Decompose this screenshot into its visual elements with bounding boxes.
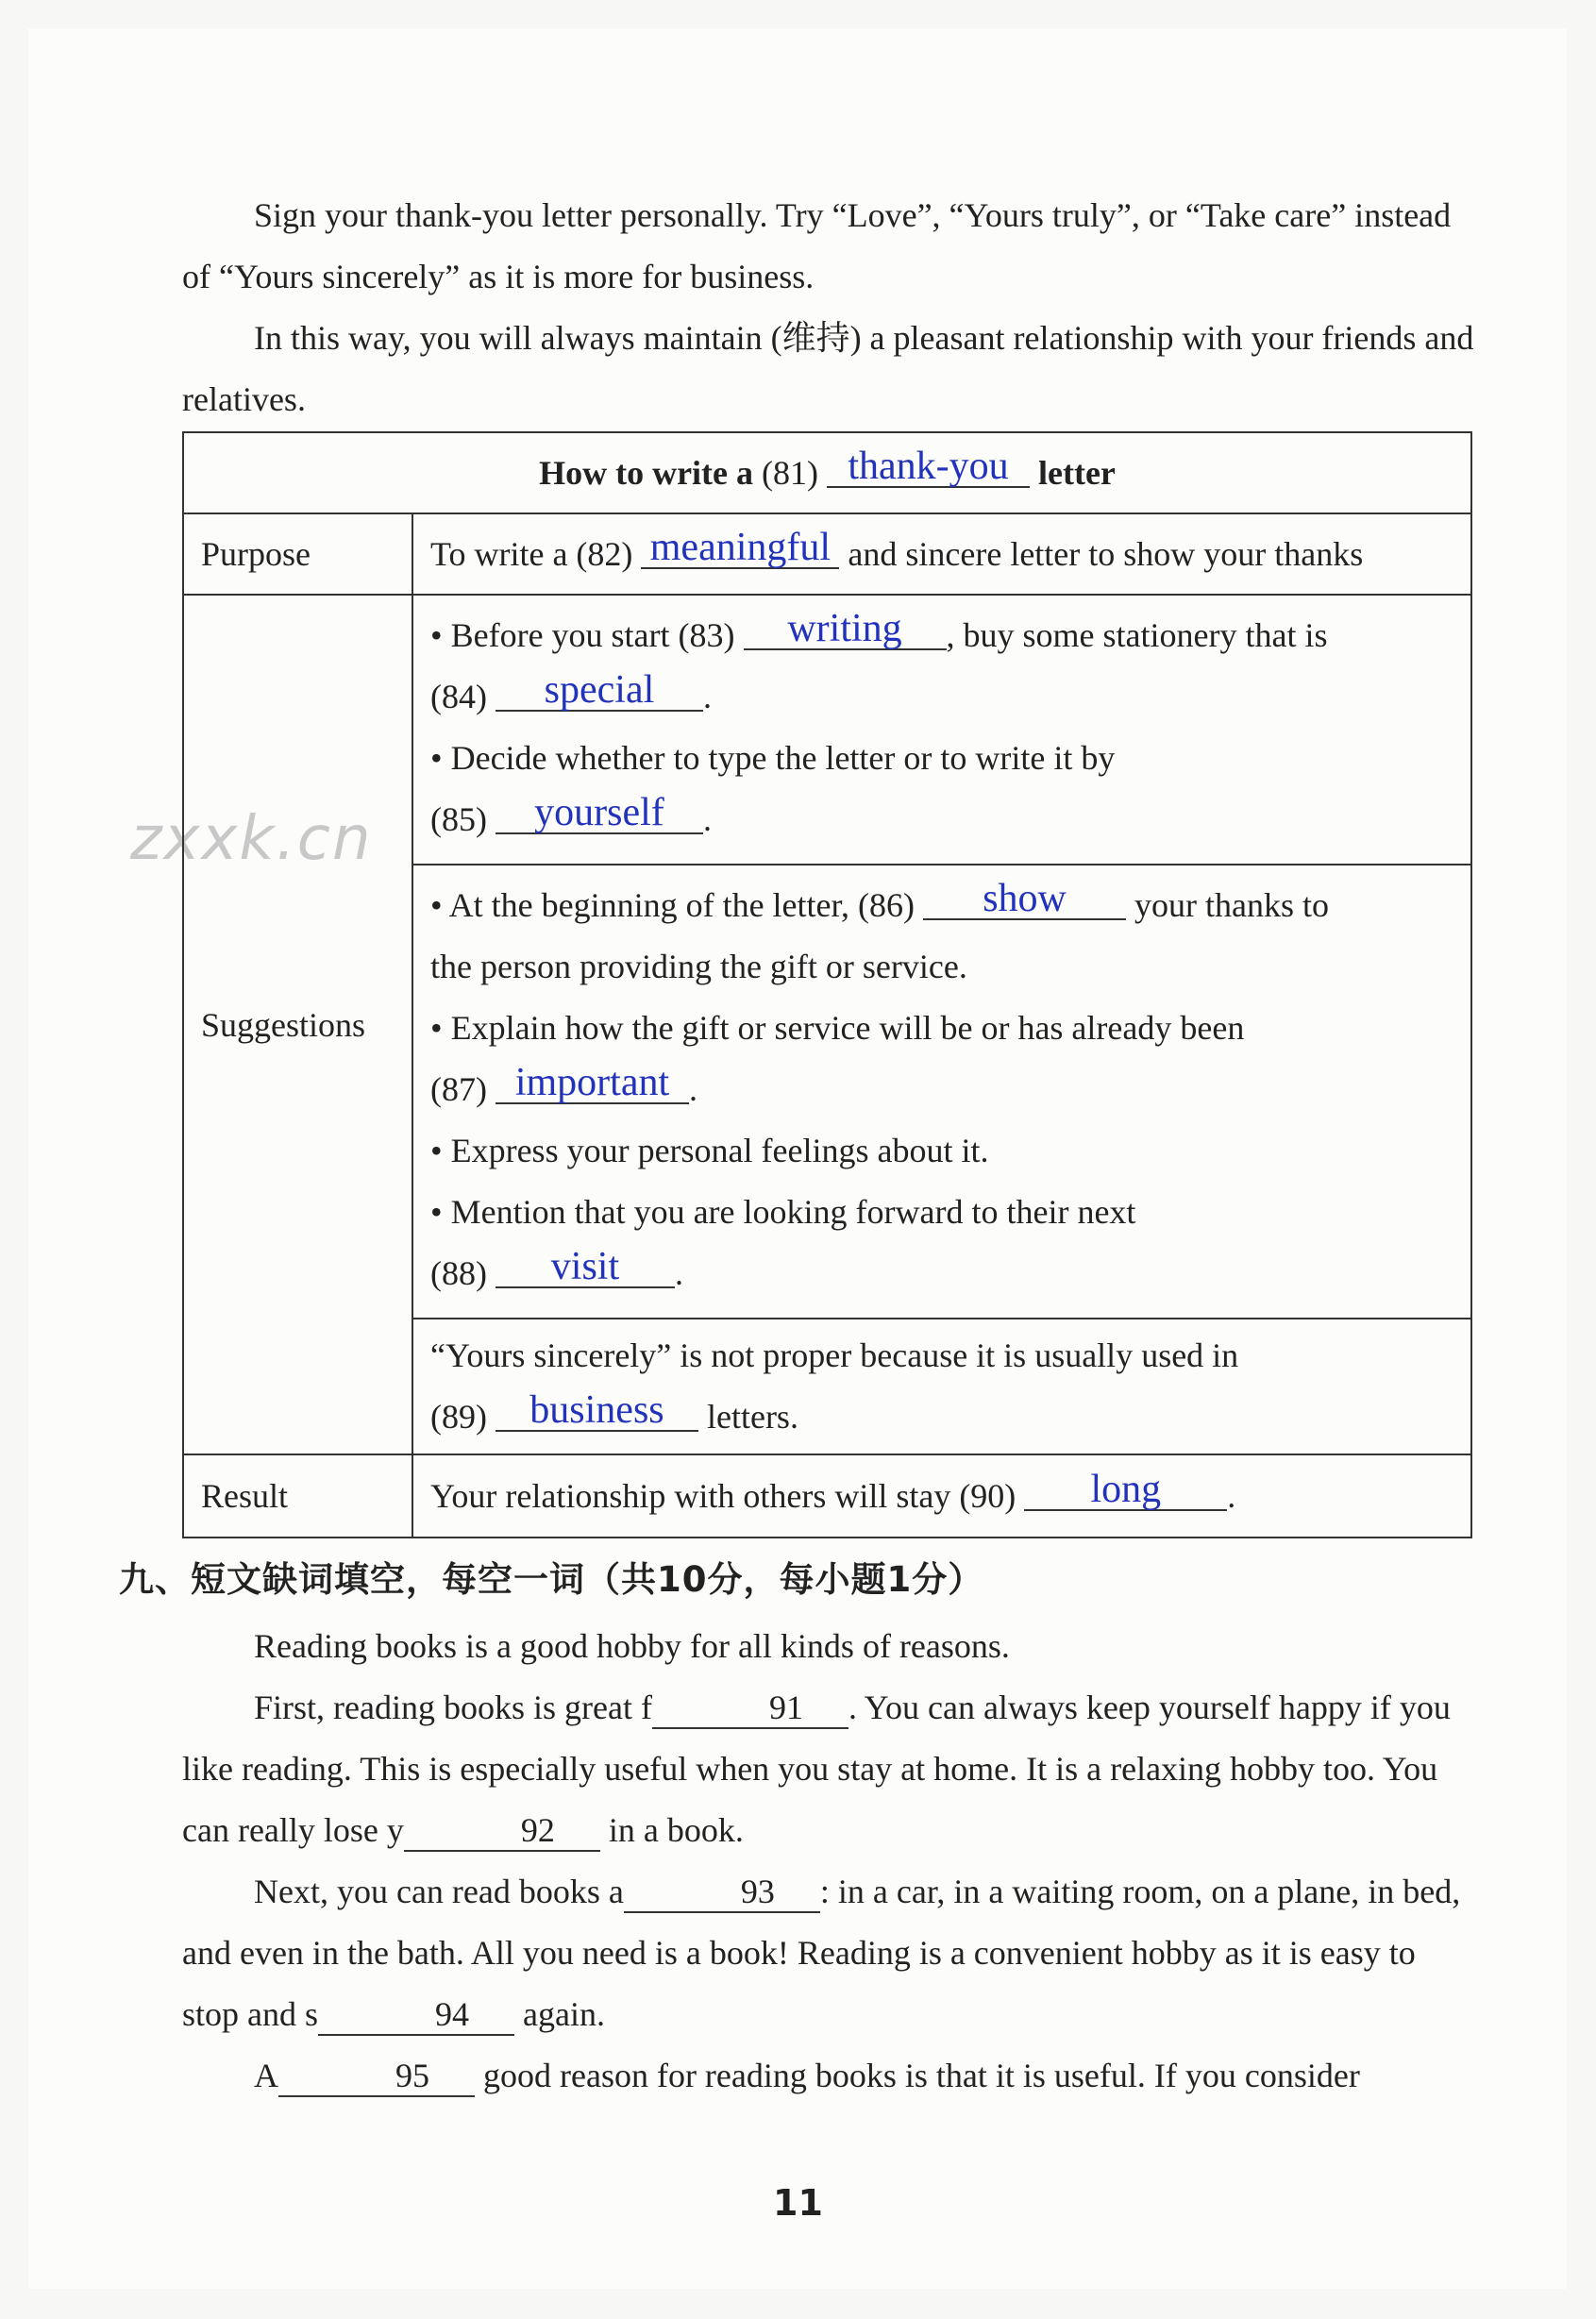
suggestions-label: Suggestions [183, 595, 412, 1454]
answer-84: special [496, 670, 703, 712]
suggestions-block-2: • At the beginning of the letter, (86) show your thanks to the person providing the gift or service. • Explain how the gift or service will be or has already been (87) important . • Express your personal feelings about it. • Mention that you are looking forward to their next (88) visit . [412, 865, 1471, 1319]
answer-81: thank-you [827, 446, 1030, 488]
summary-table [182, 431, 1472, 1538]
intro-paragraph-1: Sign your thank-you letter personally. Try “Love”, “Yours truly”, or “Take care” instead of “Yours sincerely” as it is more for business. [182, 196, 1452, 295]
blank-93: 93 [624, 1872, 820, 1913]
suggestions-block-3: “Yours sincerely” is not proper because it is usually used in (89) business letters. [412, 1319, 1471, 1454]
result-text: Your relationship with others will stay (90) long . [412, 1454, 1471, 1538]
answer-88: visit [496, 1247, 675, 1288]
blank-92: 92 [404, 1810, 600, 1852]
table-title: How to write a (81) thank-you letter [183, 432, 1471, 513]
section-paragraph-1: Reading books is a good hobby for all kinds of reasons. [254, 1627, 1010, 1665]
blank-95: 95 [278, 2056, 475, 2097]
answer-90: long [1024, 1470, 1227, 1511]
result-label: Result [183, 1454, 412, 1538]
watermark: zxxk.cn [130, 804, 373, 874]
suggestions-block-1: • Before you start (83) writing , buy some stationery that is (84) special . • Decide whether to type the letter or to write it by (85) yourself . [412, 595, 1471, 865]
answer-83: writing [744, 609, 947, 650]
purpose-label: Purpose [183, 513, 412, 595]
blank-94: 94 [318, 1994, 514, 2036]
answer-86: show [923, 879, 1126, 920]
answer-89: business [496, 1390, 698, 1432]
page-number: 11 [773, 2182, 823, 2224]
intro-paragraph-2: In this way, you will always maintain (维持) a pleasant relationship with your friends and relatives. [182, 319, 1474, 418]
purpose-text: To write a (82) meaningful and sincere letter to show your thanks [412, 513, 1471, 595]
answer-82: meaningful [641, 528, 839, 569]
section-paragraph-2: First, reading books is great f 91 . You can always keep yourself happy if you like reading. This is especially useful when you stay at home. It is a relaxing hobby too. You can really lose y 92 in a book. [182, 1677, 1475, 1861]
section-paragraph-3: Next, you can read books a 93 : in a car, in a waiting room, on a plane, in bed, and even in the bath. All you need is a book! Reading is a convenient hobby as it is easy to stop and s 94 again. [182, 1861, 1475, 2045]
section-heading: 九、短文缺词填空，每空一词（共10分，每小题1分） [119, 1559, 984, 1600]
blank-91: 91 [652, 1688, 848, 1729]
answer-87: important [496, 1063, 689, 1104]
section-paragraph-4: A 95 good reason for reading books is that it is useful. If you consider [182, 2045, 1475, 2107]
answer-85: yourself [496, 793, 703, 834]
